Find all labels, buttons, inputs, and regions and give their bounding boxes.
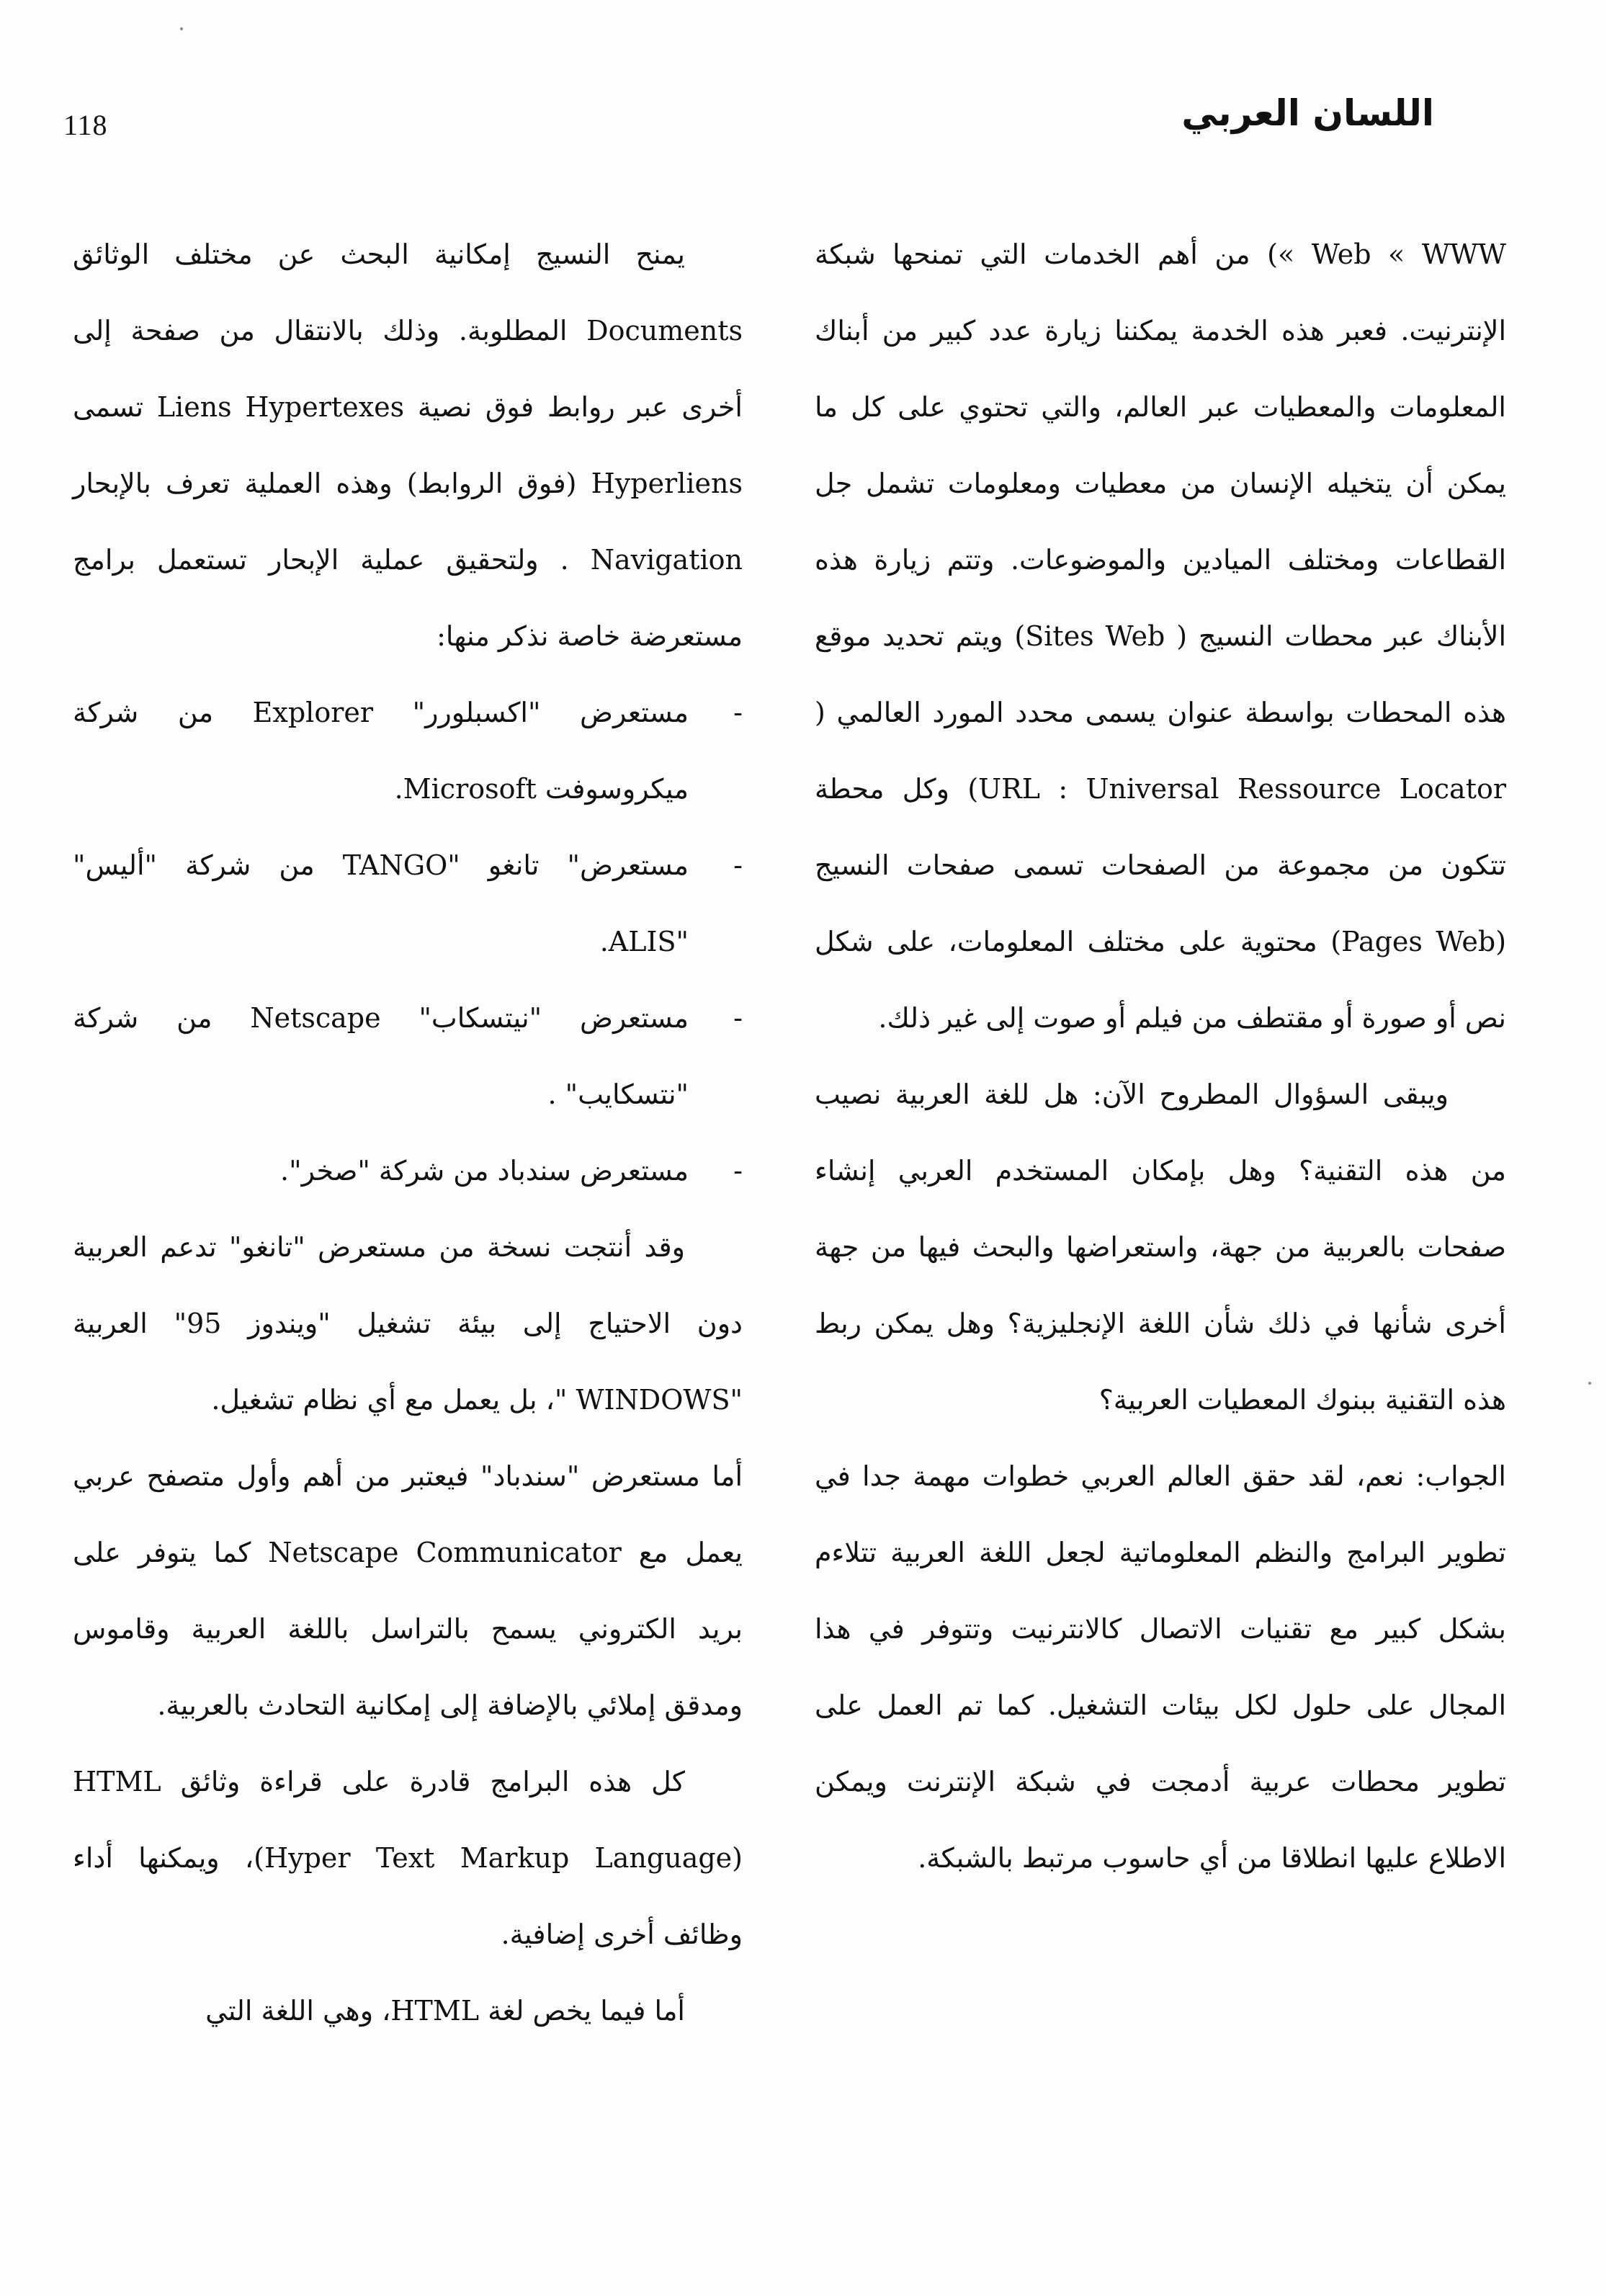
body-paragraph: أما فيما يخص لغة HTML، وهي اللغة التي [205, 1995, 685, 2027]
scan-speck [1588, 1382, 1591, 1385]
list-item-text: مستعرض "اكسبلورر" Explorer من شركة ميكروسوفت Microsoft. [73, 697, 689, 805]
body-paragraph: Web « WWW ») من أهم الخدمات التي تمنحها شبكة الإنترنيت. فعبر هذه الخدمة يمكننا زيارة عدد كبير من أبناك المعلومات والمعطيات عبر العالم، والتي تحتوي على كل ما يمكن أن يتخيله الإنسان من معطيات ومعلومات تشمل جل القطاعات ومختلف الميادين والموضوعات. وتتم زيارة هذه الأبناك عبر محطات النسيج ( Sites Web) ويتم تحديد موقع هذه المحطات بواسطة عنوان يسمى محدد المورد العالمي ( URL : Universal Ressource Locator) وكل محطة تتكون من مجموعة من الصفحات تسمى صفحات النسيج (Pages Web) محتوية على مختلف المعلومات، على شكل نص أو صورة أو مقتطف من فيلم أو صوت إلى غير ذلك. [815, 238, 1507, 1034]
body-paragraph: وقد أنتجت نسخة من مستعرض "تانغو" تدعم العربية دون الاحتياج إلى بيئة تشغيل "ويندوز 95" العربية "WINDOWS "، بل يعمل مع أي نظام تشغيل. [73, 1231, 743, 1416]
list-item [73, 980, 743, 1133]
list-item-text: مستعرض "نيتسكاب" Netscape من شركة "نتسكايب" . [73, 1002, 689, 1110]
list-item-text: مستعرض سندباد من شركة "صخر". [280, 1155, 689, 1187]
body-paragraph: كل هذه البرامج قادرة على قراءة وثائق HTML (Hyper Text Markup Language)، ويمكنها أداء وظائف أخرى إضافية. [73, 1766, 743, 1950]
list-dash: - [733, 849, 743, 881]
list-item-text: مستعرض" تانغو "TANGO من شركة "أليس" "ALIS. [73, 849, 689, 957]
right-column [815, 216, 1506, 1896]
list-dash: - [733, 697, 743, 728]
list-item [73, 827, 743, 980]
browser-list [73, 674, 743, 1209]
journal-title: اللسان العربي [1181, 92, 1434, 134]
body-paragraph: أما مستعرض "سندباد" فيعتبر من أهم وأول متصفح عربي يعمل مع Netscape Communicator كما يتوفر على بريد الكتروني يسمح بالتراسل باللغة العربية وقاموس ومدقق إملائي بالإضافة إلى إمكانية التحادث بالعربية. [73, 1460, 743, 1721]
page-number: 118 [63, 109, 108, 141]
body-paragraph: يمنح النسيج إمكانية البحث عن مختلف الوثائق Documents المطلوبة. وذلك بالانتقال من صفحة إلى أخرى عبر روابط فوق نصية Liens Hypertexes تسمى Hyperliens (فوق الروابط) وهذه العملية تعرف بالإبحار Navigation . ولتحقيق عملية الإبحار تستعمل برامج مستعرضة خاصة نذكر منها: [73, 238, 743, 652]
body-paragraph: ويبقى السؤوال المطروح الآن: هل للغة العربية نصيب من هذه التقنية؟ وهل بإمكان المستخدم العربي إنشاء صفحات بالعربية من جهة، واستعراضها والبحث فيها من جهة أخرى شأنها في ذلك شأن اللغة الإنجليزية؟ وهل يمكن ربط هذه التقنية ببنوك المعطيات العربية؟ [815, 1078, 1506, 1416]
list-dash: - [733, 1155, 743, 1187]
list-item [73, 674, 743, 827]
body-paragraph: الجواب: نعم، لقد حقق العالم العربي خطوات مهمة جدا في تطوير البرامج والنظم المعلوماتية لجعل اللغة العربية تتلاءم بشكل كبير مع تقنيات الاتصال كالانترنيت وتتوفر في هذا المجال على حلول لكل بيئات التشغيل. كما تم العمل على تطوير محطات عربية أدمجت في شبكة الإنترنت ويمكن الاطلاع عليها انطلاقا من أي حاسوب مرتبط بالشبكة. [815, 1460, 1506, 1874]
list-dash: - [733, 1002, 743, 1034]
scan-speck [180, 27, 183, 30]
left-column [73, 216, 743, 2049]
list-item [73, 1133, 743, 1209]
